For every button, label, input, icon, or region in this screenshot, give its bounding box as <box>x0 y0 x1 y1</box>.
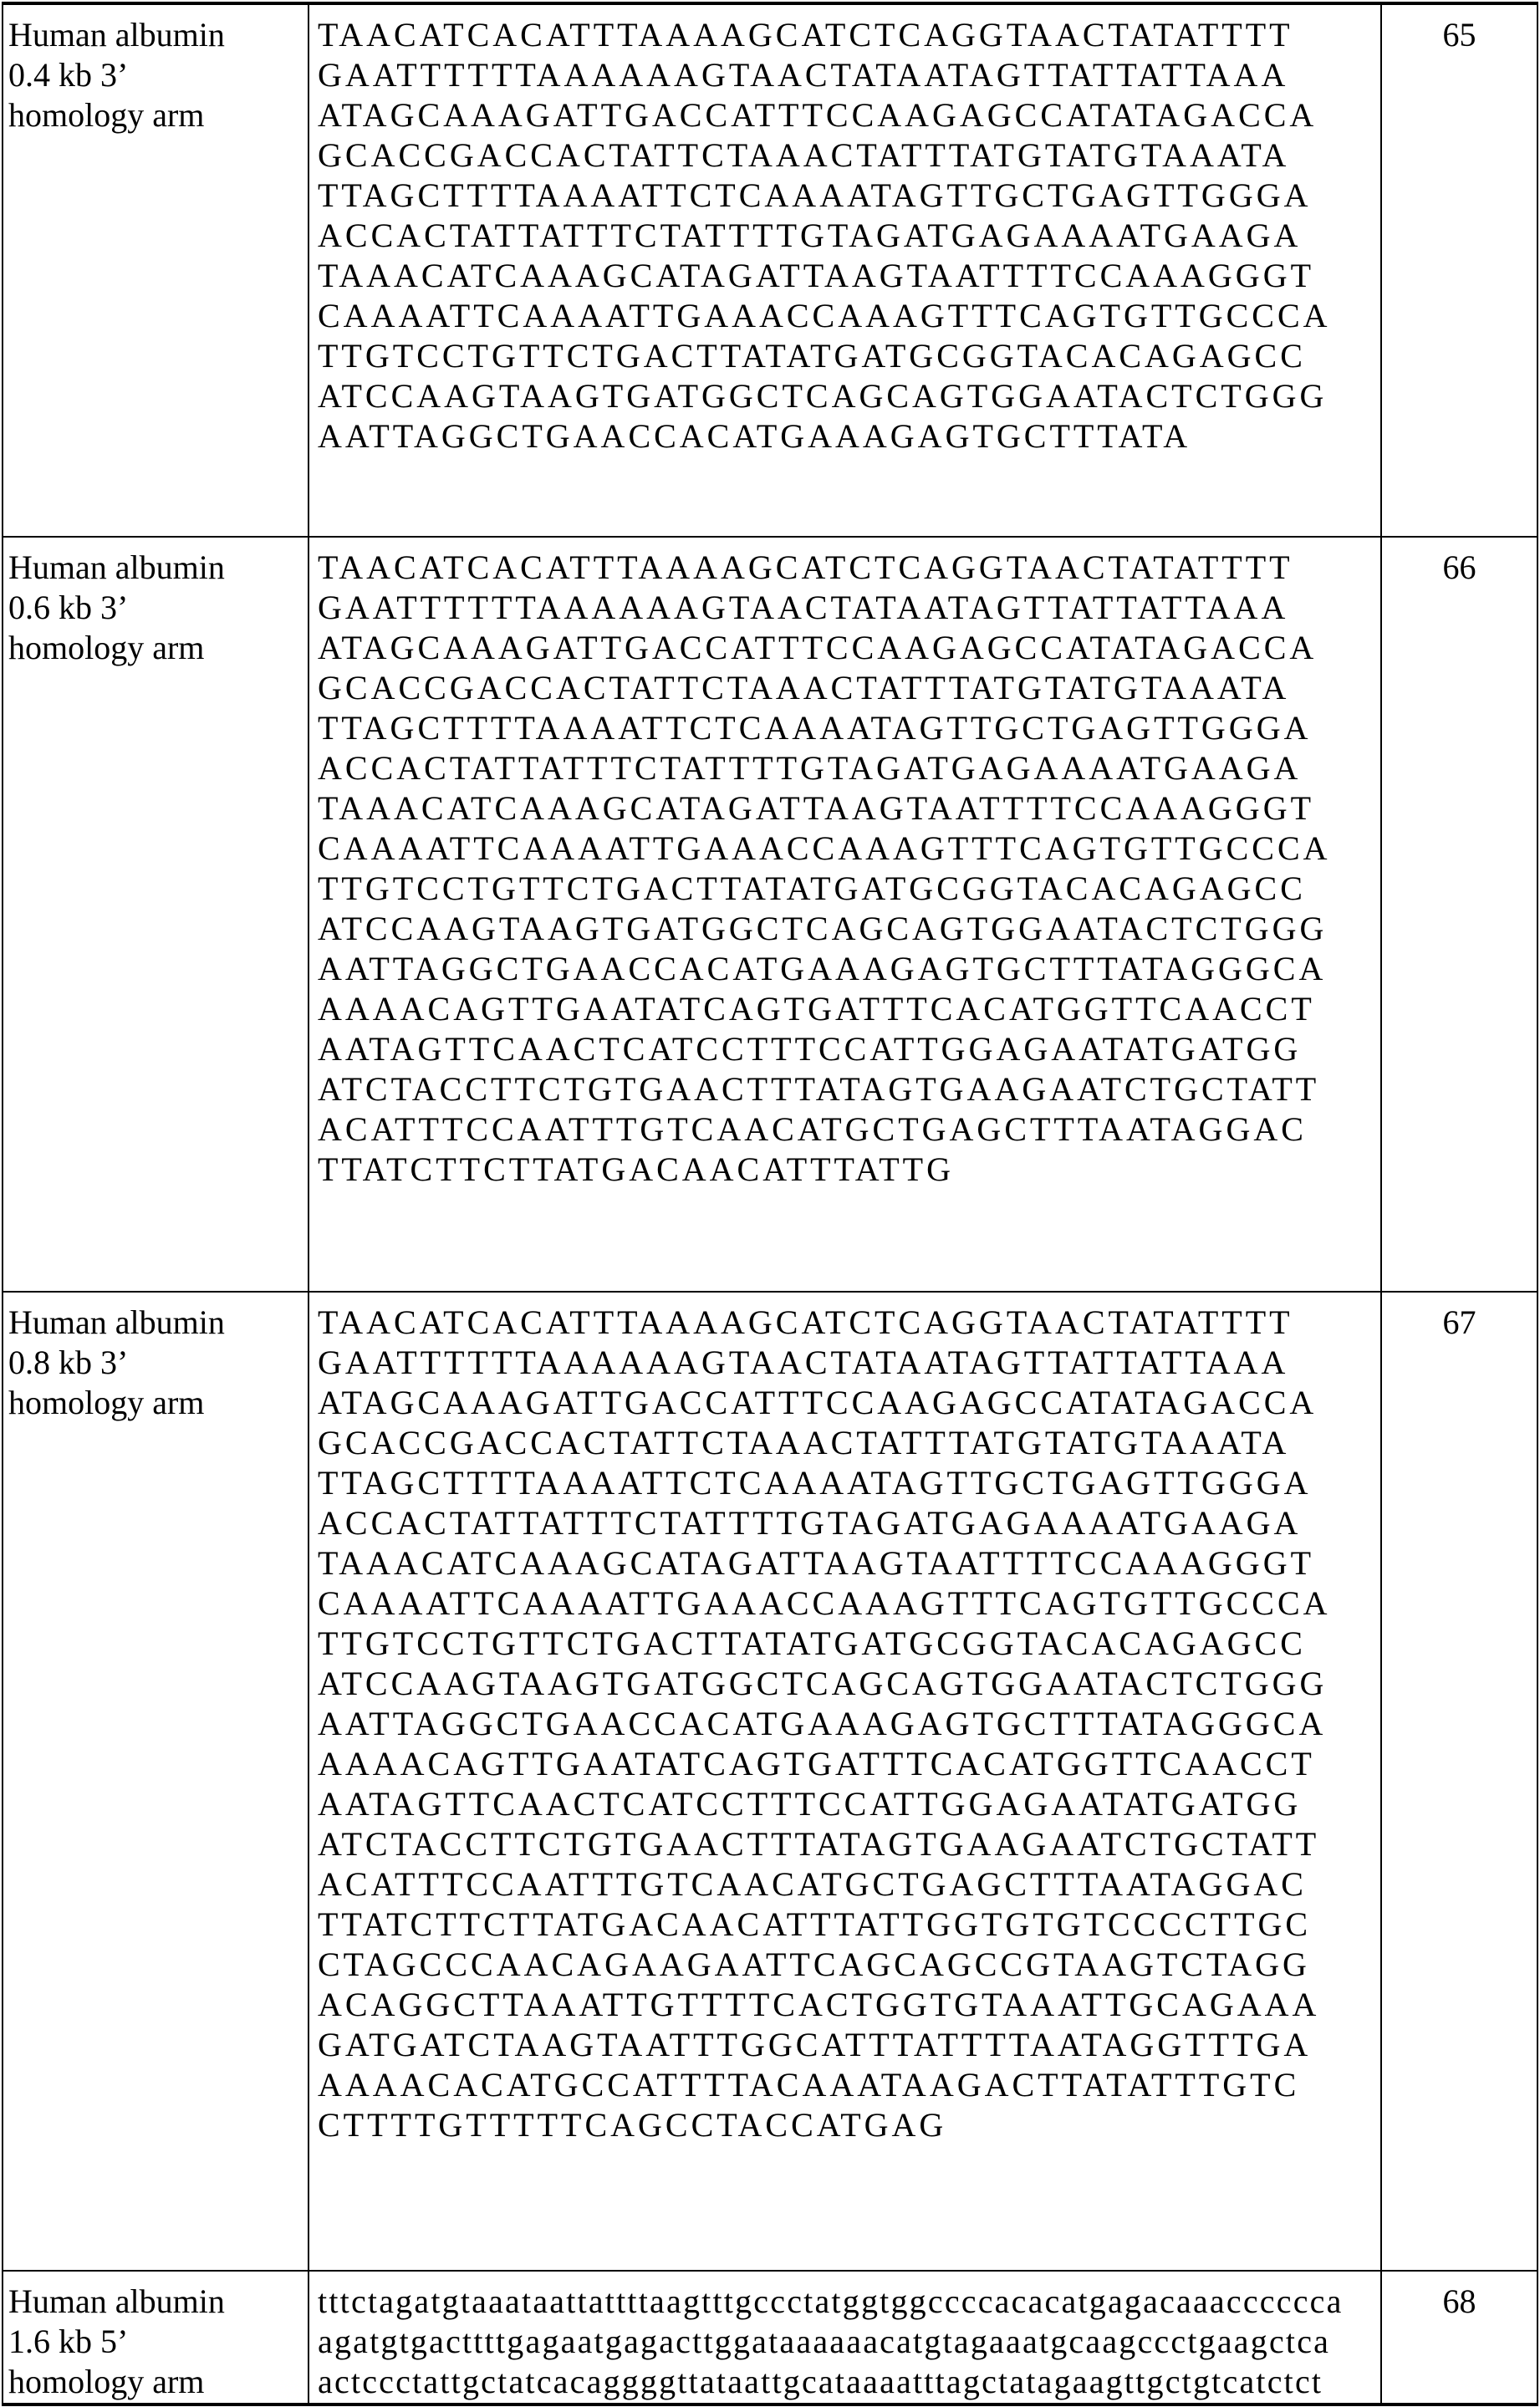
seq-id-number: 68 <box>1381 2271 1537 2404</box>
sequence-line: TTGTCCTGTTCTGACTTATATGATGCGGTACACAGAGCC <box>318 1624 1380 1664</box>
sequence-line: ATAGCAAAGATTGACCATTTCCAAGAGCCATATAGACCA <box>318 95 1380 135</box>
sequence-line: TTAGCTTTTAAAATTCTCAAAATAGTTGCTGAGTTGGGA <box>318 708 1380 748</box>
sequence-line: GAATTTTTTAAAAAAGTAACTATAATAGTTATTATTAAA <box>318 55 1380 95</box>
sequence-line: AAAACAGTTGAATATCAGTGATTTCACATGGTTCAACCT <box>318 1744 1380 1784</box>
table-row <box>3 537 1537 1292</box>
sequence-line: GATGATCTAAGTAATTTGGCATTTATTTTAATAGGTTTGA <box>318 2025 1380 2065</box>
table-row <box>3 2271 1537 2404</box>
sequence-line: ATCTACCTTCTGTGAACTTTATAGTGAAGAATCTGCTATT <box>318 1824 1380 1864</box>
construct-name-line: Human albumin <box>8 548 308 588</box>
construct-name-line: 0.4 kb 3’ <box>8 55 308 95</box>
sequence-line: CAAAATTCAAAATTGAAACCAAAGTTTCAGTGTTGCCCA <box>318 829 1380 869</box>
sequence-line: TTGTCCTGTTCTGACTTATATGATGCGGTACACAGAGCC <box>318 869 1380 909</box>
sequence-line: CAAAATTCAAAATTGAAACCAAAGTTTCAGTGTTGCCCA <box>318 296 1380 336</box>
seq-id-number: 65 <box>1381 3 1537 537</box>
sequence-line: agatgtgacttttgagaatgagacttggataaaaaacatgtagaaatgcaagccctgaagctca <box>318 2322 1380 2362</box>
construct-name-cell <box>3 1292 309 2271</box>
construct-name-cell <box>3 3 309 537</box>
sequence-line: tttctagatgtaaataattattttaagtttgccctatggtggccccacacatgagacaaacccccca <box>318 2282 1380 2322</box>
sequence-line: AATTAGGCTGAACCACATGAAAGAGTGCTTTATA <box>318 416 1380 456</box>
construct-name-line: 1.6 kb 5’ <box>8 2322 308 2362</box>
sequence-line: TTGTCCTGTTCTGACTTATATGATGCGGTACACAGAGCC <box>318 336 1380 376</box>
construct-name-line: 0.8 kb 3’ <box>8 1343 308 1383</box>
construct-name-cell <box>3 537 309 1292</box>
sequence-line: actccctattgctatcacaggggttataattgcataaaatttagctatagaagttgctgtcatctct <box>318 2362 1380 2402</box>
sequence-line: TAAACATCAAAGCATAGATTAAGTAATTTTCCAAAGGGT <box>318 788 1380 829</box>
table-row <box>3 1292 1537 2271</box>
sequence-line: TAACATCACATTTAAAAGCATCTCAGGTAACTATATTTT <box>318 1303 1380 1343</box>
sequence-line: ATCTACCTTCTGTGAACTTTATAGTGAAGAATCTGCTATT <box>318 1069 1380 1109</box>
sequence-line: TTATCTTCTTATGACAACATTTATTG <box>318 1150 1380 1190</box>
sequence-line: ACCACTATTATTTCTATTTTGTAGATGAGAAAATGAAGA <box>318 1503 1380 1543</box>
construct-name-cell <box>3 2271 309 2404</box>
sequence-line: CAAAATTCAAAATTGAAACCAAAGTTTCAGTGTTGCCCA <box>318 1583 1380 1624</box>
sequence-table <box>2 2 1538 2406</box>
seq-id-number: 66 <box>1381 537 1537 1292</box>
sequence-line: ACCACTATTATTTCTATTTTGTAGATGAGAAAATGAAGA <box>318 748 1380 788</box>
sequence-line: ACAGGCTTAAATTGTTTTCACTGGTGTAAATTGCAGAAA <box>318 1985 1380 2025</box>
construct-name-line: Human albumin <box>8 15 308 55</box>
construct-name-line: 0.6 kb 3’ <box>8 588 308 628</box>
sequence-line: ATCCAAGTAAGTGATGGCTCAGCAGTGGAATACTCTGGG <box>318 909 1380 949</box>
construct-name-line: homology arm <box>8 1383 308 1423</box>
sequence-line: TTAGCTTTTAAAATTCTCAAAATAGTTGCTGAGTTGGGA <box>318 1463 1380 1503</box>
sequence-line: AAAACAGTTGAATATCAGTGATTTCACATGGTTCAACCT <box>318 989 1380 1029</box>
sequence-line: ACATTTCCAATTTGTCAACATGCTGAGCTTTAATAGGAC <box>318 1109 1380 1150</box>
sequence-line: ACCACTATTATTTCTATTTTGTAGATGAGAAAATGAAGA <box>318 216 1380 256</box>
sequence-line: ATAGCAAAGATTGACCATTTCCAAGAGCCATATAGACCA <box>318 1383 1380 1423</box>
sequence-cell <box>309 2271 1381 2404</box>
construct-name-line: homology arm <box>8 95 308 135</box>
sequence-line: CTTTTGTTTTTCAGCCTACCATGAG <box>318 2105 1380 2145</box>
construct-name-line: Human albumin <box>8 1303 308 1343</box>
sequence-line: GCACCGACCACTATTCTAAACTATTTATGTATGTAAATA <box>318 135 1380 176</box>
table-row <box>3 3 1537 537</box>
seq-id-number: 67 <box>1381 1292 1537 2271</box>
sequence-line: AATAGTTCAACTCATCCTTTCCATTGGAGAATATGATGG <box>318 1784 1380 1824</box>
sequence-line: GAATTTTTTAAAAAAGTAACTATAATAGTTATTATTAAA <box>318 1343 1380 1383</box>
construct-name-line: homology arm <box>8 628 308 668</box>
sequence-line: GCACCGACCACTATTCTAAACTATTTATGTATGTAAATA <box>318 1423 1380 1463</box>
sequence-line: AATTAGGCTGAACCACATGAAAGAGTGCTTTATAGGGCA <box>318 1704 1380 1744</box>
sequence-line: TAACATCACATTTAAAAGCATCTCAGGTAACTATATTTT <box>318 15 1380 55</box>
sequence-line: ATCCAAGTAAGTGATGGCTCAGCAGTGGAATACTCTGGG <box>318 1664 1380 1704</box>
sequence-cell <box>309 3 1381 537</box>
sequence-line: TAAACATCAAAGCATAGATTAAGTAATTTTCCAAAGGGT <box>318 256 1380 296</box>
sequence-line: GCACCGACCACTATTCTAAACTATTTATGTATGTAAATA <box>318 668 1380 708</box>
sequence-line: ACATTTCCAATTTGTCAACATGCTGAGCTTTAATAGGAC <box>318 1864 1380 1905</box>
sequence-cell <box>309 537 1381 1292</box>
sequence-line: CTAGCCCAACAGAAGAATTCAGCAGCCGTAAGTCTAGG <box>318 1945 1380 1985</box>
construct-name-line: homology arm <box>8 2362 308 2402</box>
sequence-cell <box>309 1292 1381 2271</box>
sequence-line: TAACATCACATTTAAAAGCATCTCAGGTAACTATATTTT <box>318 548 1380 588</box>
construct-name-line: Human albumin <box>8 2282 308 2322</box>
sequence-line: AATAGTTCAACTCATCCTTTCCATTGGAGAATATGATGG <box>318 1029 1380 1069</box>
sequence-line: AAAACACATGCCATTTTACAAATAAGACTTATATTTGTC <box>318 2065 1380 2105</box>
sequence-line: ATCCAAGTAAGTGATGGCTCAGCAGTGGAATACTCTGGG <box>318 376 1380 416</box>
sequence-line: ATAGCAAAGATTGACCATTTCCAAGAGCCATATAGACCA <box>318 628 1380 668</box>
sequence-line: TTAGCTTTTAAAATTCTCAAAATAGTTGCTGAGTTGGGA <box>318 176 1380 216</box>
sequence-line: AATTAGGCTGAACCACATGAAAGAGTGCTTTATAGGGCA <box>318 949 1380 989</box>
sequence-line: GAATTTTTTAAAAAAGTAACTATAATAGTTATTATTAAA <box>318 588 1380 628</box>
sequence-line: TTATCTTCTTATGACAACATTTATTGGTGTGTCCCCTTGC <box>318 1905 1380 1945</box>
sequence-line: TAAACATCAAAGCATAGATTAAGTAATTTTCCAAAGGGT <box>318 1543 1380 1583</box>
